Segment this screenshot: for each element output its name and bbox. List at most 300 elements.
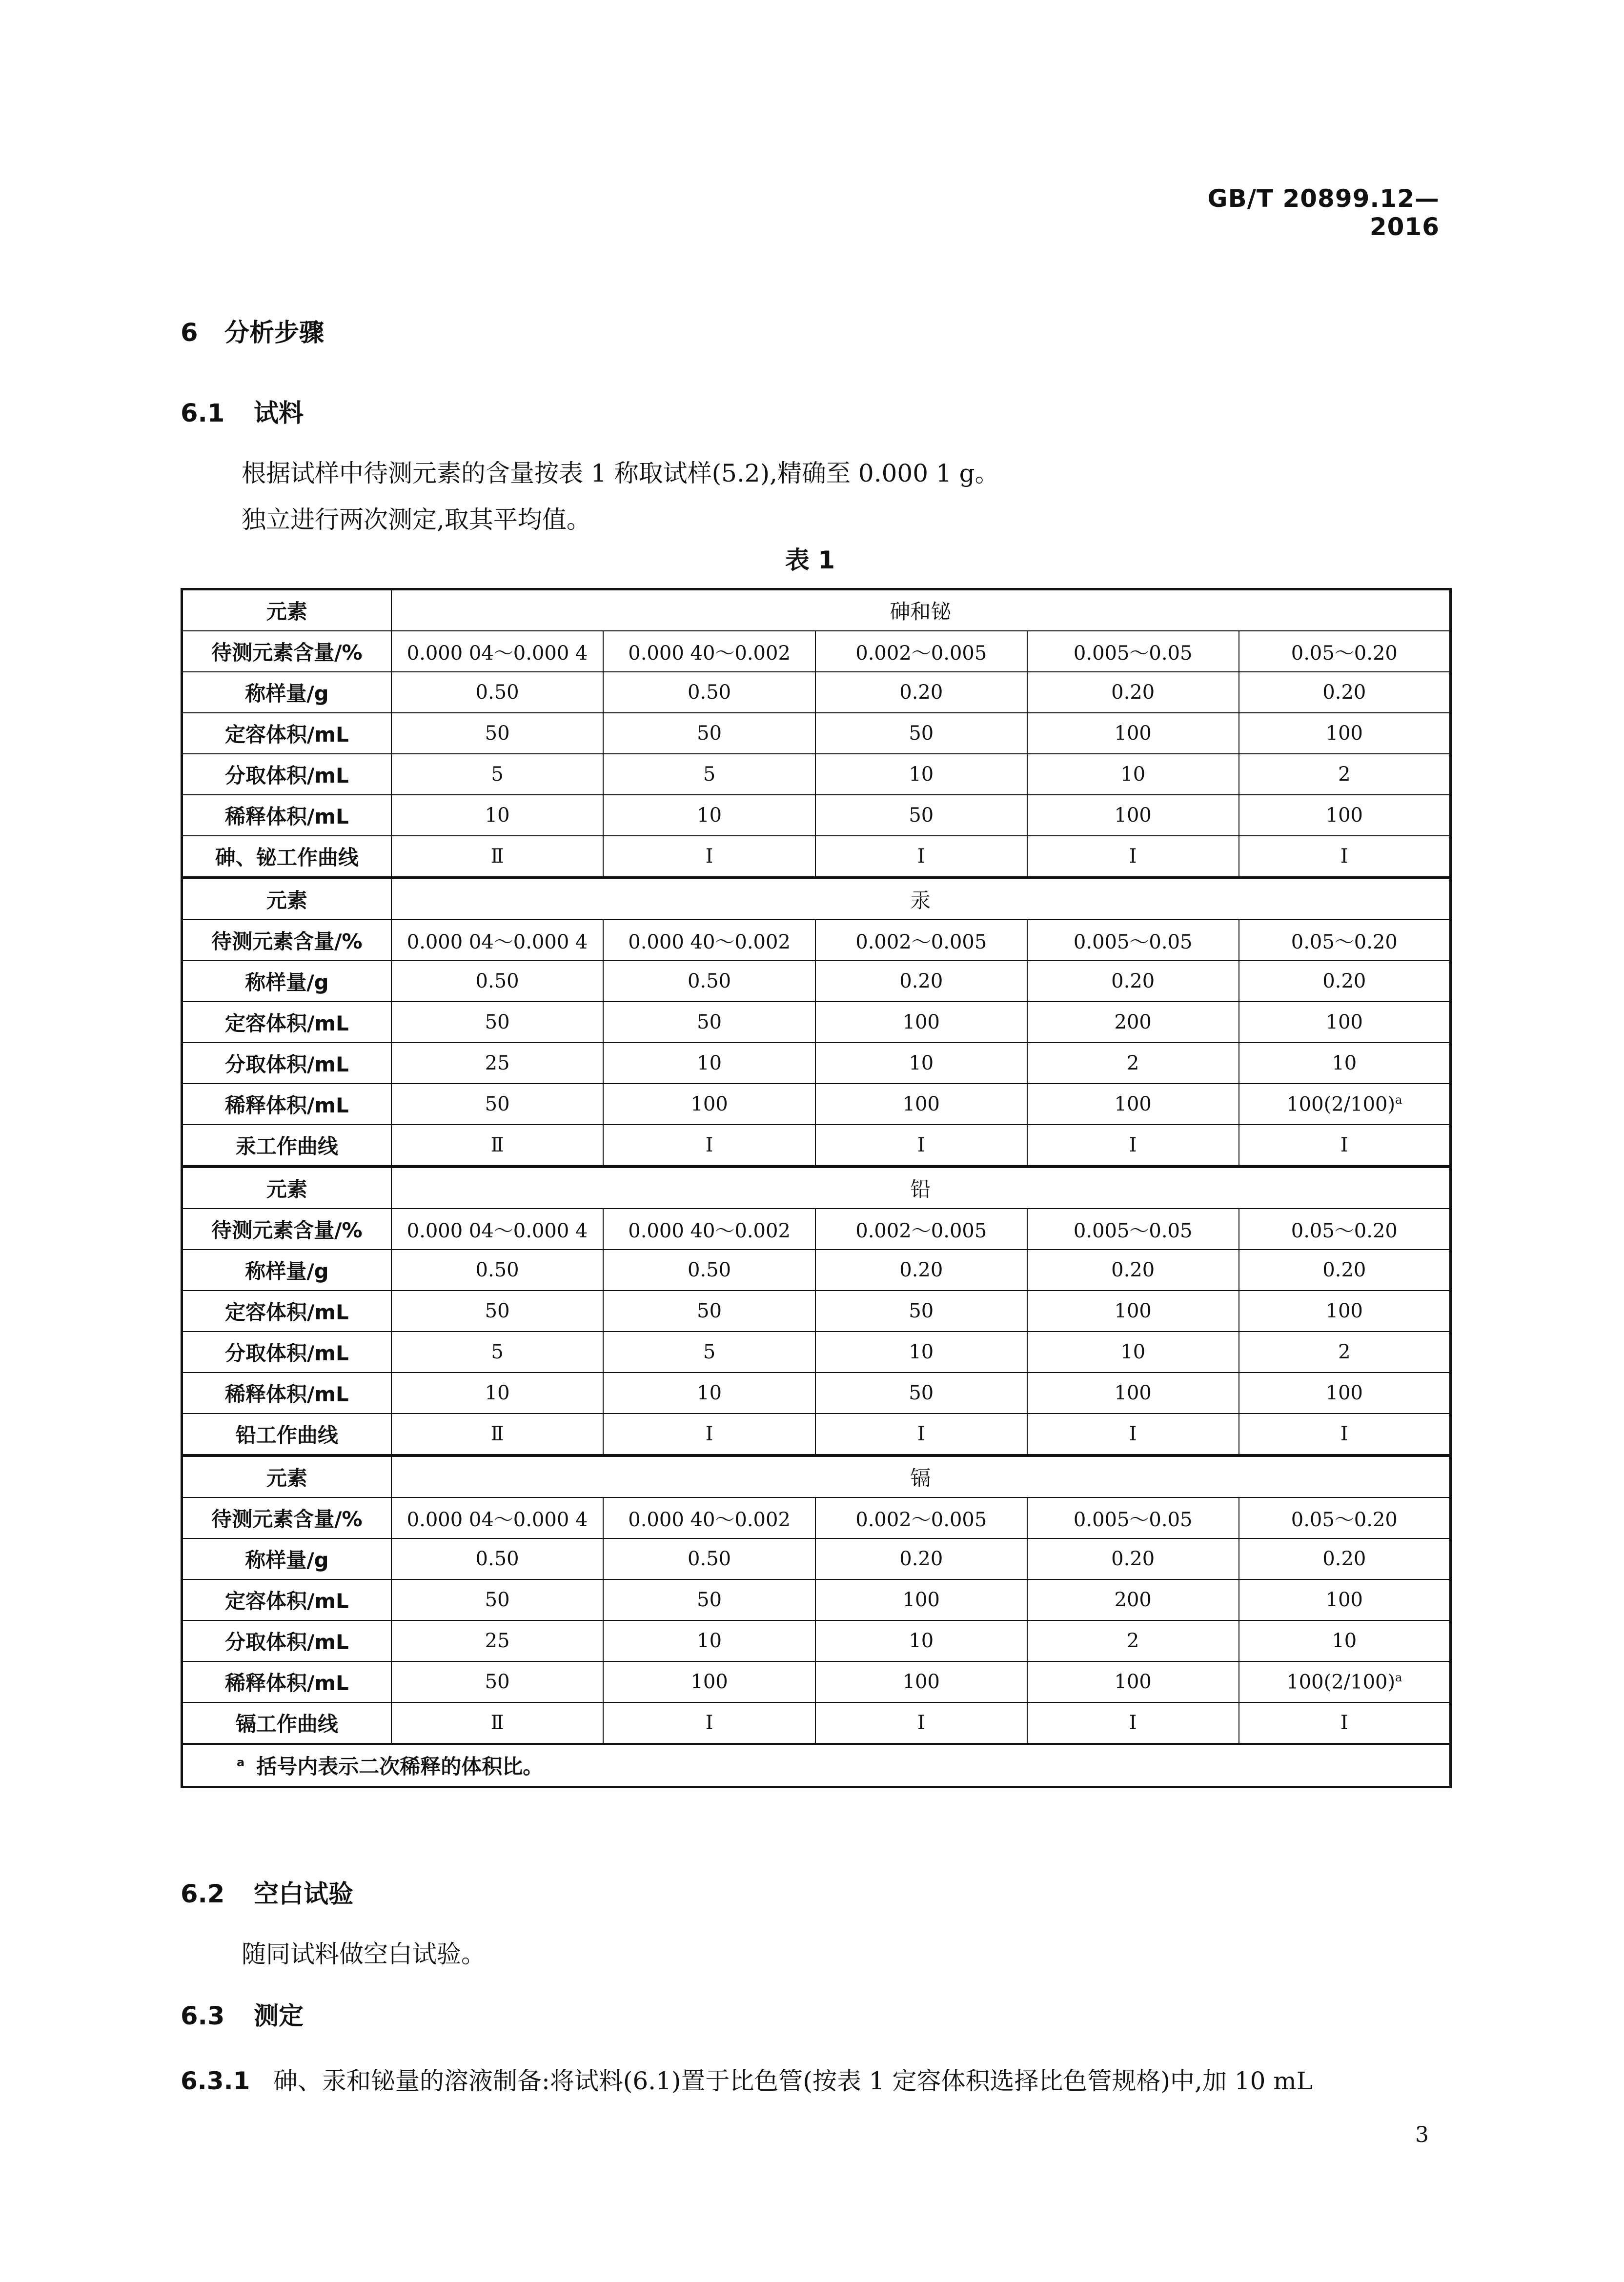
value-text: 5 xyxy=(491,763,504,786)
value-text: 0.20 xyxy=(1322,970,1366,992)
value-cell xyxy=(603,1043,815,1084)
value-cell xyxy=(391,672,604,713)
element-header-row xyxy=(182,589,1451,631)
value-cell xyxy=(815,672,1027,713)
value-cell xyxy=(391,836,604,878)
table-row xyxy=(182,754,1451,795)
value-cell xyxy=(815,754,1027,795)
value-cell xyxy=(391,1209,604,1250)
value-cell xyxy=(1239,1209,1451,1250)
value-cell xyxy=(1027,1084,1239,1125)
value-cell xyxy=(815,1291,1027,1332)
value-text: 25 xyxy=(485,1052,510,1074)
footnote-marker: a xyxy=(1395,1092,1402,1107)
value-text: Ⅰ xyxy=(1129,1423,1137,1445)
value-cell xyxy=(1027,672,1239,713)
value-cell xyxy=(391,1620,604,1661)
value-text: 0.20 xyxy=(1322,681,1366,704)
value-cell xyxy=(815,1579,1027,1620)
value-text: 100 xyxy=(1325,1300,1363,1322)
value-cell xyxy=(603,961,815,1002)
value-text: 0.50 xyxy=(475,1548,519,1570)
section-number: 6.3 xyxy=(181,2002,225,2031)
value-cell xyxy=(1239,836,1451,878)
value-cell xyxy=(1027,1043,1239,1084)
value-text: Ⅰ xyxy=(705,845,713,868)
value-text: 100 xyxy=(1325,722,1363,745)
value-text: 10 xyxy=(909,1052,934,1074)
value-cell xyxy=(603,1209,815,1250)
value-cell xyxy=(1239,795,1451,836)
value-cell xyxy=(1239,920,1451,961)
table-row xyxy=(182,1620,1451,1661)
value-text: 50 xyxy=(909,1382,934,1404)
value-cell xyxy=(1027,1250,1239,1291)
value-text: 100(2/100) xyxy=(1286,1671,1396,1694)
value-cell xyxy=(815,1414,1027,1455)
value-cell xyxy=(1027,1579,1239,1620)
value-cell xyxy=(391,713,604,754)
section-6-heading xyxy=(181,312,324,348)
value-cell xyxy=(815,1497,1027,1538)
value-text: 10 xyxy=(697,1630,722,1652)
duplicate-determination-paragraph: 独立进行两次测定,取其平均值。 xyxy=(242,505,591,534)
row-label-cell: 分取体积/mL xyxy=(182,754,391,795)
value-cell xyxy=(815,1084,1027,1125)
row-label-cell: 稀释体积/mL xyxy=(182,1084,391,1125)
value-text: Ⅰ xyxy=(705,1423,713,1445)
value-cell xyxy=(391,1373,604,1414)
value-text: 100 xyxy=(1114,1382,1152,1404)
value-text: Ⅰ xyxy=(1340,845,1348,868)
footnote-marker: a xyxy=(1395,1670,1402,1684)
row-label-cell: 汞工作曲线 xyxy=(182,1125,391,1167)
value-cell xyxy=(603,1702,815,1744)
value-cell xyxy=(815,1250,1027,1291)
row-label-cell: 待测元素含量/% xyxy=(182,920,391,961)
value-text: 200 xyxy=(1114,1011,1152,1033)
value-text: 200 xyxy=(1114,1589,1152,1611)
value-text: 50 xyxy=(697,1589,722,1611)
value-cell xyxy=(1027,1661,1239,1702)
table-row xyxy=(182,1414,1451,1455)
value-cell xyxy=(1239,1414,1451,1455)
value-cell xyxy=(603,1002,815,1043)
value-text: 100 xyxy=(1114,1300,1152,1322)
value-text: 0.50 xyxy=(475,970,519,992)
value-text: Ⅱ xyxy=(490,845,504,868)
value-cell xyxy=(1027,754,1239,795)
page-number: 3 xyxy=(1415,2122,1429,2147)
value-cell xyxy=(603,754,815,795)
element-label-cell: 元素 xyxy=(182,878,391,920)
value-cell xyxy=(391,1538,604,1579)
row-label-cell: 待测元素含量/% xyxy=(182,1497,391,1538)
row-label-cell: 定容体积/mL xyxy=(182,1002,391,1043)
table-row xyxy=(182,1373,1451,1414)
value-cell xyxy=(1027,1125,1239,1167)
value-cell xyxy=(1239,1373,1451,1414)
value-text: 0.05～0.20 xyxy=(1291,642,1398,665)
value-text: 50 xyxy=(697,1300,722,1322)
value-text: 10 xyxy=(909,763,934,786)
value-cell xyxy=(1239,1332,1451,1373)
value-cell xyxy=(1027,713,1239,754)
table-row xyxy=(182,1291,1451,1332)
row-label-cell: 砷、铋工作曲线 xyxy=(182,836,391,878)
table-row xyxy=(182,1043,1451,1084)
table-footnote xyxy=(182,1744,1451,1787)
row-label-cell: 铅工作曲线 xyxy=(182,1414,391,1455)
value-cell xyxy=(603,1661,815,1702)
value-cell xyxy=(815,1125,1027,1167)
value-cell xyxy=(603,1084,815,1125)
value-text: 10 xyxy=(1120,1341,1146,1363)
value-text: 100 xyxy=(1114,1093,1152,1115)
value-text: 0.005～0.05 xyxy=(1073,930,1193,953)
value-text: 0.05～0.20 xyxy=(1291,1219,1398,1242)
value-cell xyxy=(1239,1620,1451,1661)
value-cell xyxy=(1027,795,1239,836)
value-cell xyxy=(815,1702,1027,1744)
sample-weighing-paragraph: 根据试样中待测元素的含量按表 1 称取试样(5.2),精确至 0.000 1 g。 xyxy=(242,459,999,487)
value-cell xyxy=(1239,1250,1451,1291)
row-label-cell: 分取体积/mL xyxy=(182,1043,391,1084)
value-text: 2 xyxy=(1338,1341,1351,1363)
value-text: 0.50 xyxy=(688,681,731,704)
value-text: 0.20 xyxy=(1111,1548,1155,1570)
section-number: 6 xyxy=(181,319,198,347)
value-cell xyxy=(391,1661,604,1702)
row-label-cell: 称样量/g xyxy=(182,1538,391,1579)
value-text: 10 xyxy=(1120,763,1146,786)
element-header-row xyxy=(182,878,1451,920)
table-row xyxy=(182,1702,1451,1744)
value-text: 10 xyxy=(1332,1052,1357,1074)
row-label-cell: 稀释体积/mL xyxy=(182,795,391,836)
value-text: 0.002～0.005 xyxy=(855,642,987,665)
element-name-cell: 铅 xyxy=(391,1167,1451,1209)
value-text: 0.20 xyxy=(899,1548,943,1570)
row-label-cell: 称样量/g xyxy=(182,1250,391,1291)
value-cell xyxy=(815,836,1027,878)
value-cell xyxy=(603,836,815,878)
section-number: 6.2 xyxy=(181,1880,225,1909)
value-cell xyxy=(391,795,604,836)
table-row xyxy=(182,795,1451,836)
row-label-cell: 定容体积/mL xyxy=(182,1291,391,1332)
value-cell xyxy=(603,1414,815,1455)
value-text: Ⅰ xyxy=(917,1134,925,1156)
value-text: 0.20 xyxy=(1111,1259,1155,1281)
value-cell xyxy=(1027,1373,1239,1414)
value-text: Ⅰ xyxy=(1340,1712,1348,1734)
table-row xyxy=(182,961,1451,1002)
value-cell xyxy=(1239,1084,1451,1125)
value-text: 50 xyxy=(909,804,934,827)
table-row xyxy=(182,1538,1451,1579)
value-cell xyxy=(391,1414,604,1455)
value-cell xyxy=(603,1373,815,1414)
value-cell xyxy=(391,1002,604,1043)
footnote-text: 括号内表示二次稀释的体积比。 xyxy=(256,1755,544,1778)
value-cell xyxy=(603,795,815,836)
value-text: 0.50 xyxy=(688,1259,731,1281)
row-label-cell: 分取体积/mL xyxy=(182,1332,391,1373)
table-row xyxy=(182,672,1451,713)
value-cell xyxy=(815,1620,1027,1661)
table-row xyxy=(182,713,1451,754)
row-label-cell: 分取体积/mL xyxy=(182,1620,391,1661)
value-cell xyxy=(1239,713,1451,754)
section-6-3-heading xyxy=(181,1996,304,2032)
value-cell xyxy=(603,1250,815,1291)
table-row xyxy=(182,1084,1451,1125)
value-text: 5 xyxy=(491,1341,504,1363)
value-cell xyxy=(603,1579,815,1620)
element-header-row xyxy=(182,1455,1451,1497)
value-text: 100(2/100) xyxy=(1286,1093,1396,1116)
value-text: 100 xyxy=(902,1011,940,1033)
value-cell xyxy=(1239,1043,1451,1084)
value-text: 10 xyxy=(909,1630,934,1652)
value-text: 10 xyxy=(697,1052,722,1074)
value-text: 0.002～0.005 xyxy=(855,1508,987,1531)
value-text: 100 xyxy=(902,1093,940,1115)
value-cell xyxy=(391,1497,604,1538)
value-cell xyxy=(1027,1497,1239,1538)
value-cell xyxy=(815,795,1027,836)
value-text: 50 xyxy=(697,1011,722,1033)
value-text: 0.20 xyxy=(1322,1259,1366,1281)
value-text: 25 xyxy=(485,1630,510,1652)
value-text: 0.000 40～0.002 xyxy=(628,642,791,665)
value-text: 0.005～0.05 xyxy=(1073,1508,1193,1531)
value-text: Ⅰ xyxy=(1340,1134,1348,1156)
footnote-marker: a xyxy=(237,1756,245,1769)
value-text: 0.20 xyxy=(899,970,943,992)
value-cell xyxy=(1239,1538,1451,1579)
value-text: Ⅰ xyxy=(705,1134,713,1156)
section-number: 6.1 xyxy=(181,399,225,428)
table-row xyxy=(182,920,1451,961)
element-name-cell: 砷和铋 xyxy=(391,589,1451,631)
value-text: 100 xyxy=(1325,804,1363,827)
table-row xyxy=(182,1497,1451,1538)
row-label-cell: 待测元素含量/% xyxy=(182,1209,391,1250)
section-number: 6.3.1 xyxy=(181,2067,250,2095)
value-cell xyxy=(815,1332,1027,1373)
value-cell xyxy=(603,1291,815,1332)
value-text: 50 xyxy=(485,722,510,745)
value-cell xyxy=(1239,1661,1451,1702)
section-title: 空白试验 xyxy=(254,1880,354,1909)
element-name-cell: 镉 xyxy=(391,1455,1451,1497)
value-cell xyxy=(1027,631,1239,672)
section-6-3-1-paragraph xyxy=(181,2061,1313,2097)
row-label-cell: 稀释体积/mL xyxy=(182,1661,391,1702)
value-text: 100 xyxy=(902,1671,940,1693)
footnote-row xyxy=(182,1744,1451,1787)
value-text: 0.20 xyxy=(1111,970,1155,992)
table-caption: 表 1 xyxy=(785,546,835,574)
value-text: Ⅱ xyxy=(490,1423,504,1445)
value-cell xyxy=(391,1702,604,1744)
value-text: 0.05～0.20 xyxy=(1291,1508,1398,1531)
value-text: 50 xyxy=(909,722,934,745)
standard-code: GB/T 20899.12—2016 xyxy=(1207,184,1440,241)
value-text: Ⅰ xyxy=(1129,845,1137,868)
section-title: 测定 xyxy=(254,2002,304,2031)
value-cell xyxy=(603,631,815,672)
value-cell xyxy=(603,1125,815,1167)
value-cell xyxy=(391,631,604,672)
row-label-cell: 镉工作曲线 xyxy=(182,1702,391,1744)
value-cell xyxy=(815,1661,1027,1702)
value-text: 10 xyxy=(485,804,510,827)
value-text: Ⅰ xyxy=(917,1712,925,1734)
value-cell xyxy=(391,1291,604,1332)
value-cell xyxy=(1239,1002,1451,1043)
value-text: 0.005～0.05 xyxy=(1073,642,1193,665)
row-label-cell: 稀释体积/mL xyxy=(182,1373,391,1414)
section-6-2-heading xyxy=(181,1874,353,1910)
value-text: 0.20 xyxy=(899,681,943,704)
value-cell xyxy=(1239,1291,1451,1332)
value-text: Ⅰ xyxy=(1129,1134,1137,1156)
value-cell xyxy=(603,1497,815,1538)
value-text: 50 xyxy=(485,1671,510,1693)
value-text: 0.50 xyxy=(688,970,731,992)
row-label-cell: 定容体积/mL xyxy=(182,713,391,754)
section-text: 砷、汞和铋量的溶液制备:将试料(6.1)置于比色管(按表 1 定容体积选择比色管规格)中,加 10 mL xyxy=(273,2067,1313,2095)
value-text: 100 xyxy=(690,1093,728,1115)
section-title: 分析步骤 xyxy=(224,319,325,347)
value-cell xyxy=(603,1620,815,1661)
value-cell xyxy=(391,1043,604,1084)
value-text: 50 xyxy=(485,1011,510,1033)
table-body xyxy=(182,589,1451,1787)
value-cell xyxy=(1027,1291,1239,1332)
value-cell xyxy=(1239,672,1451,713)
value-text: 100 xyxy=(1325,1382,1363,1404)
value-text: 0.20 xyxy=(899,1259,943,1281)
value-cell xyxy=(1027,836,1239,878)
table-row xyxy=(182,1579,1451,1620)
value-cell xyxy=(815,1373,1027,1414)
table-row xyxy=(182,1002,1451,1043)
table-row xyxy=(182,1661,1451,1702)
value-cell xyxy=(391,1332,604,1373)
value-cell xyxy=(1027,920,1239,961)
value-text: Ⅱ xyxy=(490,1134,504,1156)
value-text: 100 xyxy=(902,1589,940,1611)
value-text: 50 xyxy=(485,1300,510,1322)
value-cell xyxy=(391,1084,604,1125)
value-text: 2 xyxy=(1338,763,1351,786)
value-text: Ⅰ xyxy=(917,845,925,868)
value-text: 50 xyxy=(909,1300,934,1322)
value-cell xyxy=(603,1332,815,1373)
value-cell xyxy=(815,961,1027,1002)
row-label-cell: 称样量/g xyxy=(182,672,391,713)
value-cell xyxy=(391,920,604,961)
value-cell xyxy=(815,1002,1027,1043)
value-text: 0.20 xyxy=(1111,681,1155,704)
value-cell xyxy=(1027,1332,1239,1373)
value-cell xyxy=(391,961,604,1002)
value-text: 0.000 40～0.002 xyxy=(628,1219,791,1242)
table-row xyxy=(182,631,1451,672)
value-cell xyxy=(815,920,1027,961)
section-title: 试料 xyxy=(254,399,304,428)
value-cell xyxy=(815,1209,1027,1250)
table-row xyxy=(182,1125,1451,1167)
blank-test-paragraph: 随同试料做空白试验。 xyxy=(242,1940,486,1968)
value-cell xyxy=(815,1538,1027,1579)
value-text: 0.50 xyxy=(688,1548,731,1570)
value-text: 0.000 40～0.002 xyxy=(628,1508,791,1531)
value-text: 0.000 04～0.000 4 xyxy=(406,642,588,665)
value-cell xyxy=(1239,1702,1451,1744)
value-text: 100 xyxy=(1114,1671,1152,1693)
value-text: 10 xyxy=(909,1341,934,1363)
value-text: 2 xyxy=(1126,1630,1139,1652)
value-text: 5 xyxy=(703,763,716,786)
section-6-1-heading xyxy=(181,393,304,429)
value-text: 100 xyxy=(1114,722,1152,745)
value-cell xyxy=(1239,754,1451,795)
value-cell xyxy=(1239,961,1451,1002)
value-text: 0.000 04～0.000 4 xyxy=(406,930,588,953)
table-row xyxy=(182,1209,1451,1250)
value-text: 100 xyxy=(1325,1589,1363,1611)
value-text: 0.50 xyxy=(475,1259,519,1281)
value-text: Ⅰ xyxy=(1129,1712,1137,1734)
value-cell xyxy=(815,1043,1027,1084)
value-text: Ⅰ xyxy=(705,1712,713,1734)
value-text: 0.000 04～0.000 4 xyxy=(406,1508,588,1531)
value-cell xyxy=(391,754,604,795)
table-row xyxy=(182,1250,1451,1291)
value-cell xyxy=(1027,1620,1239,1661)
value-text: 10 xyxy=(485,1382,510,1404)
value-text: 0.000 04～0.000 4 xyxy=(406,1219,588,1242)
value-cell xyxy=(391,1579,604,1620)
value-cell xyxy=(1027,1002,1239,1043)
value-text: 10 xyxy=(697,804,722,827)
row-label-cell: 称样量/g xyxy=(182,961,391,1002)
element-header-row xyxy=(182,1167,1451,1209)
value-text: 100 xyxy=(690,1671,728,1693)
value-cell xyxy=(603,920,815,961)
value-cell xyxy=(815,713,1027,754)
table-row xyxy=(182,1332,1451,1373)
row-label-cell: 定容体积/mL xyxy=(182,1579,391,1620)
value-cell xyxy=(1239,631,1451,672)
value-cell xyxy=(1027,1538,1239,1579)
value-text: Ⅰ xyxy=(1340,1423,1348,1445)
value-text: 0.05～0.20 xyxy=(1291,930,1398,953)
value-text: 50 xyxy=(697,722,722,745)
value-text: 100 xyxy=(1325,1011,1363,1033)
value-cell xyxy=(391,1125,604,1167)
element-name-cell: 汞 xyxy=(391,878,1451,920)
value-text: 0.20 xyxy=(1322,1548,1366,1570)
element-label-cell: 元素 xyxy=(182,1167,391,1209)
value-cell xyxy=(1239,1125,1451,1167)
value-text: 10 xyxy=(697,1382,722,1404)
